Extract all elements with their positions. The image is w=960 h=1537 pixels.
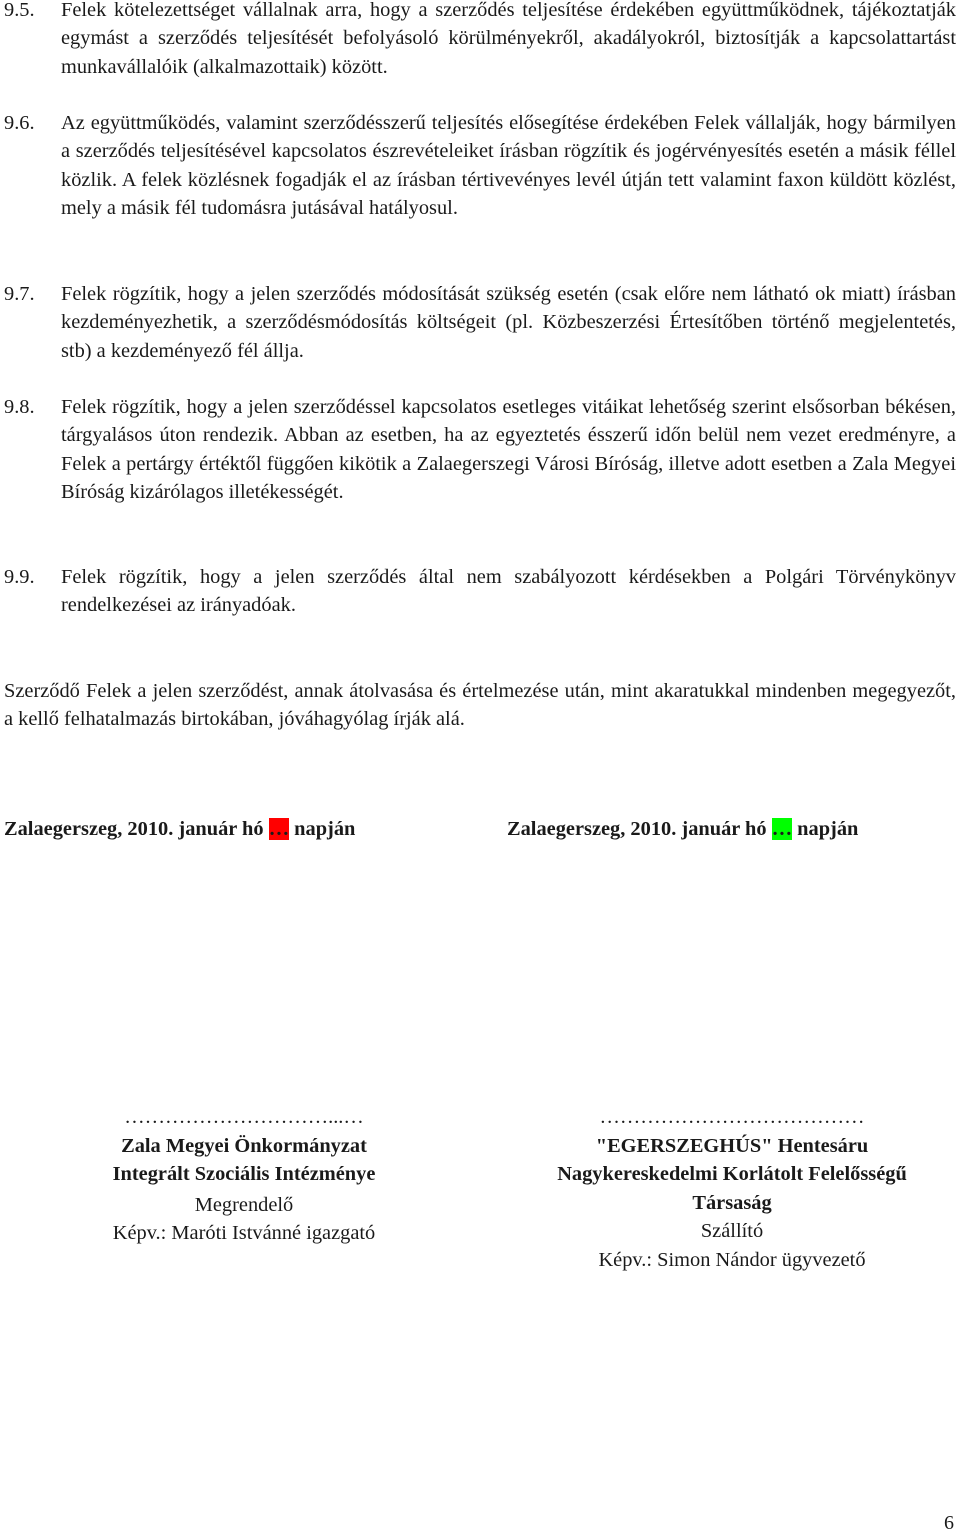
clause-number: 9.7.: [4, 283, 35, 305]
party-name-line2: Nagykereskedelmi Korlátolt Felelősségű: [557, 1163, 907, 1186]
page-number: 6: [944, 1512, 954, 1534]
clause-9-8: [4, 393, 956, 507]
clause-text: Felek rögzítik, hogy a jelen szerződés módosítását szükség esetén (csak előre nem látható ok miatt) írásban kezdeményezhetik, a szerződésmódosítás költségeit (pl. Közbeszerzési Értesítőben történő megjelentetés, stb) a kezdeményező fél állja.: [61, 283, 956, 362]
clause-text: Az együttműködés, valamint szerződésszerű teljesítés elősegítése érdekében Felek vállalják, hogy bármilyen a szerződés teljesítésével kapcsolatos észrevételeiket írásban rögzítik és jogérvényesítés esetén a másik féllel közlik. A felek közlésnek fogadják el az írásban tértivevényes levél útján tett valamint faxon küldött közlést, mely a másik fél tudomásra jutásával hatályosul.: [61, 112, 956, 220]
signing-date-left: [4, 818, 355, 841]
party-name-line1: "EGERSZEGHÚS" Hentesáru: [595, 1134, 869, 1157]
clause-text: Felek rögzítik, hogy a jelen szerződéssel kapcsolatos esetleges vitáikat lehetőség szerint elsősorban békésen, tárgyalásos úton rendezik. Abban az esetben, ha az egyeztetés ésszerű időn belül nem vezet eredményre, a Felek a pertárgy értéktől függően kikötik a Zalaegerszegi Városi Bíróság, illetve adott esetben a Zala Megyei Bíróság kizárólagos illetékességét.: [61, 396, 956, 504]
clause-number: 9.8.: [4, 396, 35, 418]
party-name-line2: Integrált Szociális Intézménye: [112, 1163, 376, 1186]
clause-number: 9.6.: [4, 112, 35, 134]
clause-text: Felek rögzítik, hogy a jelen szerződés által nem szabályozott kérdésekben a Polgári Törvénykönyv rendelkezései az irányadóak.: [61, 566, 956, 617]
party-name-line1: Zala Megyei Önkormányzat: [121, 1134, 367, 1157]
signature-line: …………………………………: [599, 1106, 865, 1128]
clause-9-5: [4, 0, 956, 81]
party-representative: Képv.: Maróti Istvánné igazgató: [112, 1222, 376, 1245]
date-blank-highlight: …: [771, 818, 793, 840]
clause-number: 9.5.: [4, 0, 35, 21]
signature-line: …………………………...…: [124, 1106, 364, 1128]
party-name-line3: Társaság: [692, 1191, 772, 1214]
date-prefix: Zalaegerszeg, 2010. január hó: [507, 818, 772, 840]
signature-block-right: [496, 1103, 960, 1275]
date-suffix: napján: [289, 818, 356, 840]
date-suffix: napján: [792, 818, 859, 840]
clause-9-7: [4, 280, 956, 365]
date-prefix: Zalaegerszeg, 2010. január hó: [4, 818, 269, 840]
clause-9-9: [4, 563, 956, 620]
party-role: Szállító: [700, 1220, 764, 1243]
date-blank-highlight: …: [268, 818, 290, 840]
party-role: Megrendelő: [194, 1193, 294, 1216]
clause-number: 9.9.: [4, 566, 35, 588]
closing-statement: Szerződő Felek a jelen szerződést, annak átolvasása és értelmezése után, mint akaratukkal mindenben megegyezőt, a kellő felhatalmazás birtokában, jóváhagyólag írják alá.: [4, 680, 956, 731]
signature-block-left: [44, 1103, 444, 1248]
signing-date-right: [507, 818, 858, 841]
clause-9-6: [4, 109, 956, 223]
party-representative: Képv.: Simon Nándor ügyvezető: [598, 1248, 866, 1271]
clause-text: Felek kötelezettséget vállalnak arra, hogy a szerződés teljesítése érdekében együttműködnek, tájékoztatják egymást a szerződés teljesítését befolyásoló körülményekről, akadályokról, biztosítják a kapcsolattartást munkavállalóik (alkalmazottaik) között.: [61, 0, 956, 78]
